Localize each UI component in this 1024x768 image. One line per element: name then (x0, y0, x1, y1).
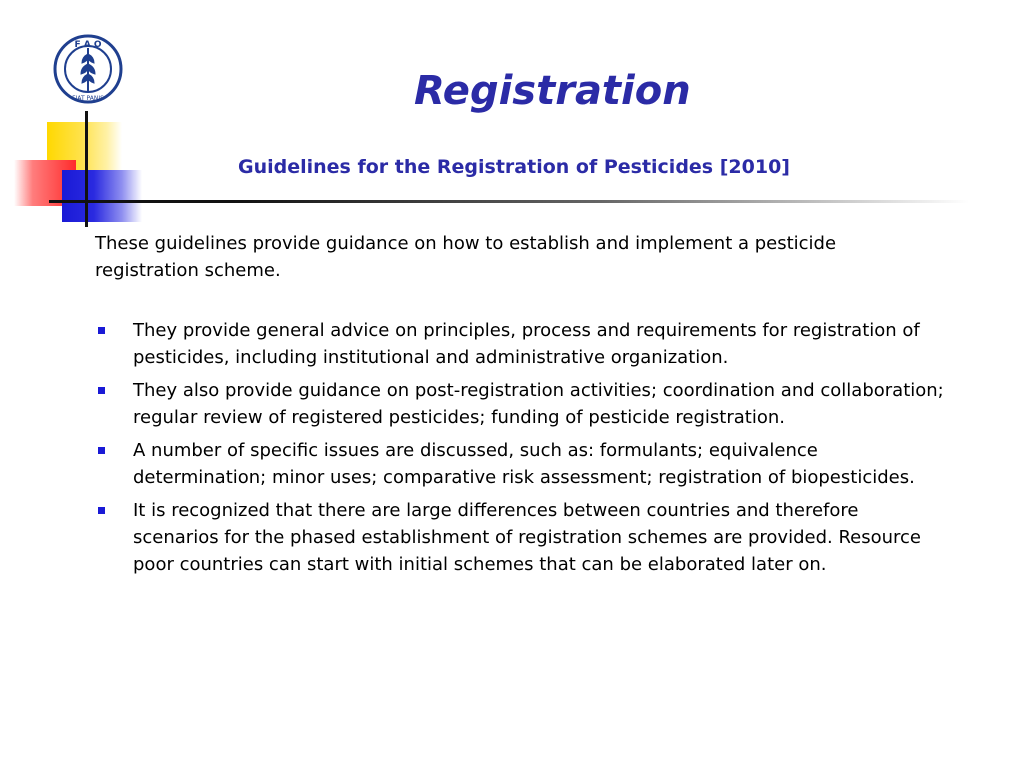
blue-square (62, 170, 142, 222)
list-item-text: A number of specific issues are discussed, such as: formulants; equivalence determination; minor uses; comparative risk assessment; registration of biopesticides. (133, 440, 915, 488)
list-item-text: They also provide guidance on post-registration activities; coordination and collaboration; regular review of registered pesticides; funding of pesticide registration. (133, 380, 944, 428)
title-underline (49, 200, 969, 203)
list-item (95, 497, 945, 578)
slide-body (95, 230, 945, 584)
slide-title: Registration (414, 68, 691, 114)
square-bullet-icon (98, 447, 105, 454)
slide-subtitle: Guidelines for the Registration of Pesticides [2010] (238, 156, 790, 178)
bullet-list (95, 317, 945, 578)
list-item-text: It is recognized that there are large differences between countries and therefore scenarios for the phased establishment of registration schemes are provided. Resource poor countries can start with initial schemes that can be elaborated later on. (133, 500, 922, 575)
fao-letters: F A O (74, 40, 102, 50)
intro-paragraph: These guidelines provide guidance on how to establish and implement a pesticide registration scheme. (95, 233, 837, 281)
square-bullet-icon (98, 387, 105, 394)
list-item (95, 377, 945, 431)
square-bullet-icon (98, 507, 105, 514)
list-item (95, 437, 945, 491)
fao-motto: FIAT PANIS (72, 95, 104, 102)
list-item-text: They provide general advice on principles, process and requirements for registration of pesticides, including institutional and administrative organization. (133, 320, 920, 368)
vertical-divider (85, 111, 88, 227)
decorative-squares (0, 0, 200, 240)
list-item (95, 317, 945, 371)
square-bullet-icon (98, 327, 105, 334)
